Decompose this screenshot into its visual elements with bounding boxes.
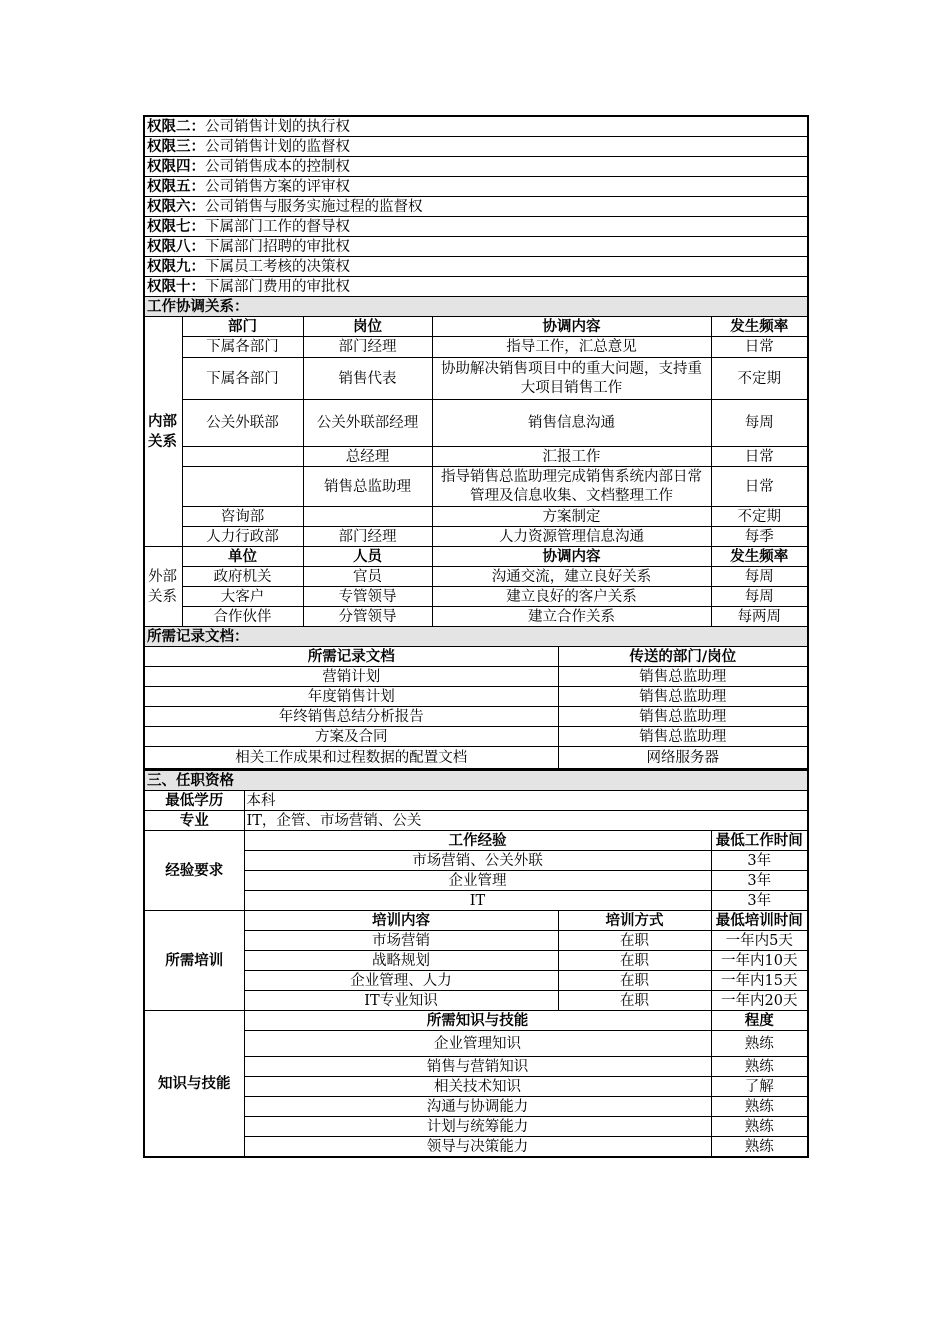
cell-document: 方案及合同 xyxy=(144,727,558,747)
education-row xyxy=(144,791,808,811)
table-row xyxy=(144,931,808,951)
column-header: 部门 xyxy=(182,317,303,337)
cell-method: 在职 xyxy=(558,951,711,971)
section-title-coordination: 工作协调关系： xyxy=(144,297,808,317)
cell-frequency: 日常 xyxy=(711,467,808,507)
table-row xyxy=(144,1077,808,1097)
authority-row xyxy=(144,116,808,137)
authority-text: 下属部门招聘的审批权 xyxy=(205,238,350,255)
table-row xyxy=(144,527,808,547)
cell-position xyxy=(303,507,432,527)
authority-text: 下属部门费用的审批权 xyxy=(205,278,350,295)
job-description-sheet xyxy=(143,115,807,1158)
cell-skill: 沟通与协调能力 xyxy=(244,1097,711,1117)
table-row xyxy=(144,337,808,358)
section-title-qualifications: 三、任职资格 xyxy=(144,770,808,791)
column-header: 单位 xyxy=(182,547,303,567)
authority-text: 下属员工考核的决策权 xyxy=(205,258,350,275)
cell-frequency: 每周 xyxy=(711,587,808,607)
education-label: 最低学历 xyxy=(144,791,244,811)
authority-text: 公司销售成本的控制权 xyxy=(205,158,350,175)
table-row xyxy=(144,587,808,607)
cell-training-time: 一年内5天 xyxy=(711,931,808,951)
skills-label: 知识与技能 xyxy=(144,1011,244,1158)
cell-skill: 领导与决策能力 xyxy=(244,1137,711,1158)
cell-recipient: 网络服务器 xyxy=(558,747,808,770)
table-row xyxy=(144,358,808,400)
cell-department xyxy=(182,447,303,467)
cell-person: 官员 xyxy=(303,567,432,587)
authority-row xyxy=(144,257,808,277)
authority-row xyxy=(144,137,808,157)
cell-level: 熟练 xyxy=(711,1137,808,1158)
cell-level: 熟练 xyxy=(711,1117,808,1137)
column-header: 发生频率 xyxy=(711,547,808,567)
cell-content: 协助解决销售项目中的重大问题，支持重大项目销售工作 xyxy=(432,358,711,400)
authority-label: 权限八： xyxy=(147,238,205,255)
authority-label: 权限九： xyxy=(147,258,205,275)
cell-training-time: 一年内10天 xyxy=(711,951,808,971)
cell-skill: 企业管理知识 xyxy=(244,1031,711,1057)
cell-duration: 3年 xyxy=(711,891,808,911)
cell-training: 企业管理、人力 xyxy=(244,971,558,991)
column-header: 所需知识与技能 xyxy=(244,1011,711,1031)
authority-label: 权限三： xyxy=(147,138,205,155)
cell-content: 人力资源管理信息沟通 xyxy=(432,527,711,547)
column-header: 培训内容 xyxy=(244,911,558,931)
table-row xyxy=(144,891,808,911)
cell-recipient: 销售总监助理 xyxy=(558,667,808,687)
cell-document: 年终销售总结分析报告 xyxy=(144,707,558,727)
cell-content: 建立良好的客户关系 xyxy=(432,587,711,607)
cell-method: 在职 xyxy=(558,991,711,1011)
cell-department: 公关外联部 xyxy=(182,400,303,447)
table-row xyxy=(144,447,808,467)
cell-unit: 大客户 xyxy=(182,587,303,607)
cell-frequency: 每周 xyxy=(711,400,808,447)
table-row xyxy=(144,1097,808,1117)
authority-row xyxy=(144,197,808,217)
cell-person: 分管领导 xyxy=(303,607,432,627)
cell-content: 建立合作关系 xyxy=(432,607,711,627)
cell-level: 了解 xyxy=(711,1077,808,1097)
authority-label: 权限二： xyxy=(147,118,205,135)
cell-content: 方案制定 xyxy=(432,507,711,527)
section-title-records: 所需记录文档： xyxy=(144,627,808,647)
table-row xyxy=(144,951,808,971)
column-header: 培训方式 xyxy=(558,911,711,931)
major-value: IT，企管、市场营销、公关 xyxy=(244,811,808,831)
table-row xyxy=(144,667,808,687)
cell-recipient: 销售总监助理 xyxy=(558,707,808,727)
cell-department: 人力行政部 xyxy=(182,527,303,547)
records-header-row xyxy=(144,647,808,667)
cell-department: 咨询部 xyxy=(182,507,303,527)
cell-position: 部门经理 xyxy=(303,337,432,358)
cell-person: 专管领导 xyxy=(303,587,432,607)
column-header: 传送的部门/岗位 xyxy=(558,647,808,667)
cell-department xyxy=(182,467,303,507)
column-header: 最低工作时间 xyxy=(711,831,808,851)
cell-duration: 3年 xyxy=(711,851,808,871)
skills-header-row xyxy=(144,1011,808,1031)
table-row xyxy=(144,871,808,891)
cell-position: 销售总监助理 xyxy=(303,467,432,507)
cell-skill: 相关技术知识 xyxy=(244,1077,711,1097)
table-row xyxy=(144,851,808,871)
cell-position: 公关外联部经理 xyxy=(303,400,432,447)
table-row xyxy=(144,467,808,507)
major-label: 专业 xyxy=(144,811,244,831)
cell-document: 年度销售计划 xyxy=(144,687,558,707)
authority-text: 公司销售计划的监督权 xyxy=(205,138,350,155)
cell-level: 熟练 xyxy=(711,1031,808,1057)
authority-row xyxy=(144,277,808,297)
cell-document: 营销计划 xyxy=(144,667,558,687)
cell-duration: 3年 xyxy=(711,871,808,891)
cell-skill: 销售与营销知识 xyxy=(244,1057,711,1077)
cell-frequency: 不定期 xyxy=(711,507,808,527)
authority-label: 权限七： xyxy=(147,218,205,235)
training-header-row xyxy=(144,911,808,931)
cell-department: 下属各部门 xyxy=(182,337,303,358)
table-row xyxy=(144,971,808,991)
internal-relations-label: 内部关系 xyxy=(144,317,182,547)
external-header-row xyxy=(144,547,808,567)
external-relations-label: 外部关系 xyxy=(144,547,182,627)
experience-header-row xyxy=(144,831,808,851)
table-row xyxy=(144,1117,808,1137)
cell-experience: 市场营销、公关外联 xyxy=(244,851,711,871)
authority-row xyxy=(144,157,808,177)
cell-recipient: 销售总监助理 xyxy=(558,727,808,747)
authority-row xyxy=(144,217,808,237)
cell-frequency: 每两周 xyxy=(711,607,808,627)
cell-training-time: 一年内20天 xyxy=(711,991,808,1011)
column-header: 程度 xyxy=(711,1011,808,1031)
cell-recipient: 销售总监助理 xyxy=(558,687,808,707)
authority-text: 下属部门工作的督导权 xyxy=(205,218,350,235)
authority-row xyxy=(144,237,808,257)
authority-text: 公司销售计划的执行权 xyxy=(205,118,350,135)
cell-level: 熟练 xyxy=(711,1057,808,1077)
cell-frequency: 不定期 xyxy=(711,358,808,400)
authority-label: 权限六： xyxy=(147,198,205,215)
major-row xyxy=(144,811,808,831)
column-header: 岗位 xyxy=(303,317,432,337)
table-row xyxy=(144,400,808,447)
cell-level: 熟练 xyxy=(711,1097,808,1117)
authority-label: 权限四： xyxy=(147,158,205,175)
cell-content: 指导销售总监助理完成销售系统内部日常管理及信息收集、文档整理工作 xyxy=(432,467,711,507)
cell-content: 销售信息沟通 xyxy=(432,400,711,447)
authority-row xyxy=(144,177,808,197)
experience-label: 经验要求 xyxy=(144,831,244,911)
cell-content: 沟通交流，建立良好关系 xyxy=(432,567,711,587)
table-row xyxy=(144,507,808,527)
cell-frequency: 日常 xyxy=(711,447,808,467)
table-row xyxy=(144,727,808,747)
authority-text: 公司销售与服务实施过程的监督权 xyxy=(205,198,423,215)
cell-frequency: 每周 xyxy=(711,567,808,587)
table-row xyxy=(144,707,808,727)
cell-method: 在职 xyxy=(558,971,711,991)
cell-frequency: 每季 xyxy=(711,527,808,547)
cell-content: 指导工作，汇总意见 xyxy=(432,337,711,358)
cell-training: 市场营销 xyxy=(244,931,558,951)
table-row xyxy=(144,991,808,1011)
cell-department: 下属各部门 xyxy=(182,358,303,400)
cell-skill: 计划与统筹能力 xyxy=(244,1117,711,1137)
cell-training-time: 一年内15天 xyxy=(711,971,808,991)
cell-frequency: 日常 xyxy=(711,337,808,358)
cell-document: 相关工作成果和过程数据的配置文档 xyxy=(144,747,558,770)
cell-unit: 政府机关 xyxy=(182,567,303,587)
cell-experience: 企业管理 xyxy=(244,871,711,891)
cell-training: IT专业知识 xyxy=(244,991,558,1011)
cell-position: 总经理 xyxy=(303,447,432,467)
cell-content: 汇报工作 xyxy=(432,447,711,467)
column-header: 工作经验 xyxy=(244,831,711,851)
cell-experience: IT xyxy=(244,891,711,911)
table-row xyxy=(144,607,808,627)
cell-training: 战略规划 xyxy=(244,951,558,971)
table-row xyxy=(144,747,808,770)
table-row xyxy=(144,1031,808,1057)
authority-label: 权限十： xyxy=(147,278,205,295)
cell-unit: 合作伙伴 xyxy=(182,607,303,627)
table-row xyxy=(144,687,808,707)
training-label: 所需培训 xyxy=(144,911,244,1011)
authority-label: 权限五： xyxy=(147,178,205,195)
column-header: 协调内容 xyxy=(432,547,711,567)
job-description-table xyxy=(143,115,809,1158)
cell-position: 部门经理 xyxy=(303,527,432,547)
column-header: 发生频率 xyxy=(711,317,808,337)
education-value: 本科 xyxy=(244,791,808,811)
table-row xyxy=(144,1137,808,1158)
cell-position: 销售代表 xyxy=(303,358,432,400)
table-row xyxy=(144,567,808,587)
column-header: 最低培训时间 xyxy=(711,911,808,931)
column-header: 协调内容 xyxy=(432,317,711,337)
column-header: 人员 xyxy=(303,547,432,567)
authority-text: 公司销售方案的评审权 xyxy=(205,178,350,195)
internal-header-row xyxy=(144,317,808,337)
column-header: 所需记录文档 xyxy=(144,647,558,667)
table-row xyxy=(144,1057,808,1077)
cell-method: 在职 xyxy=(558,931,711,951)
